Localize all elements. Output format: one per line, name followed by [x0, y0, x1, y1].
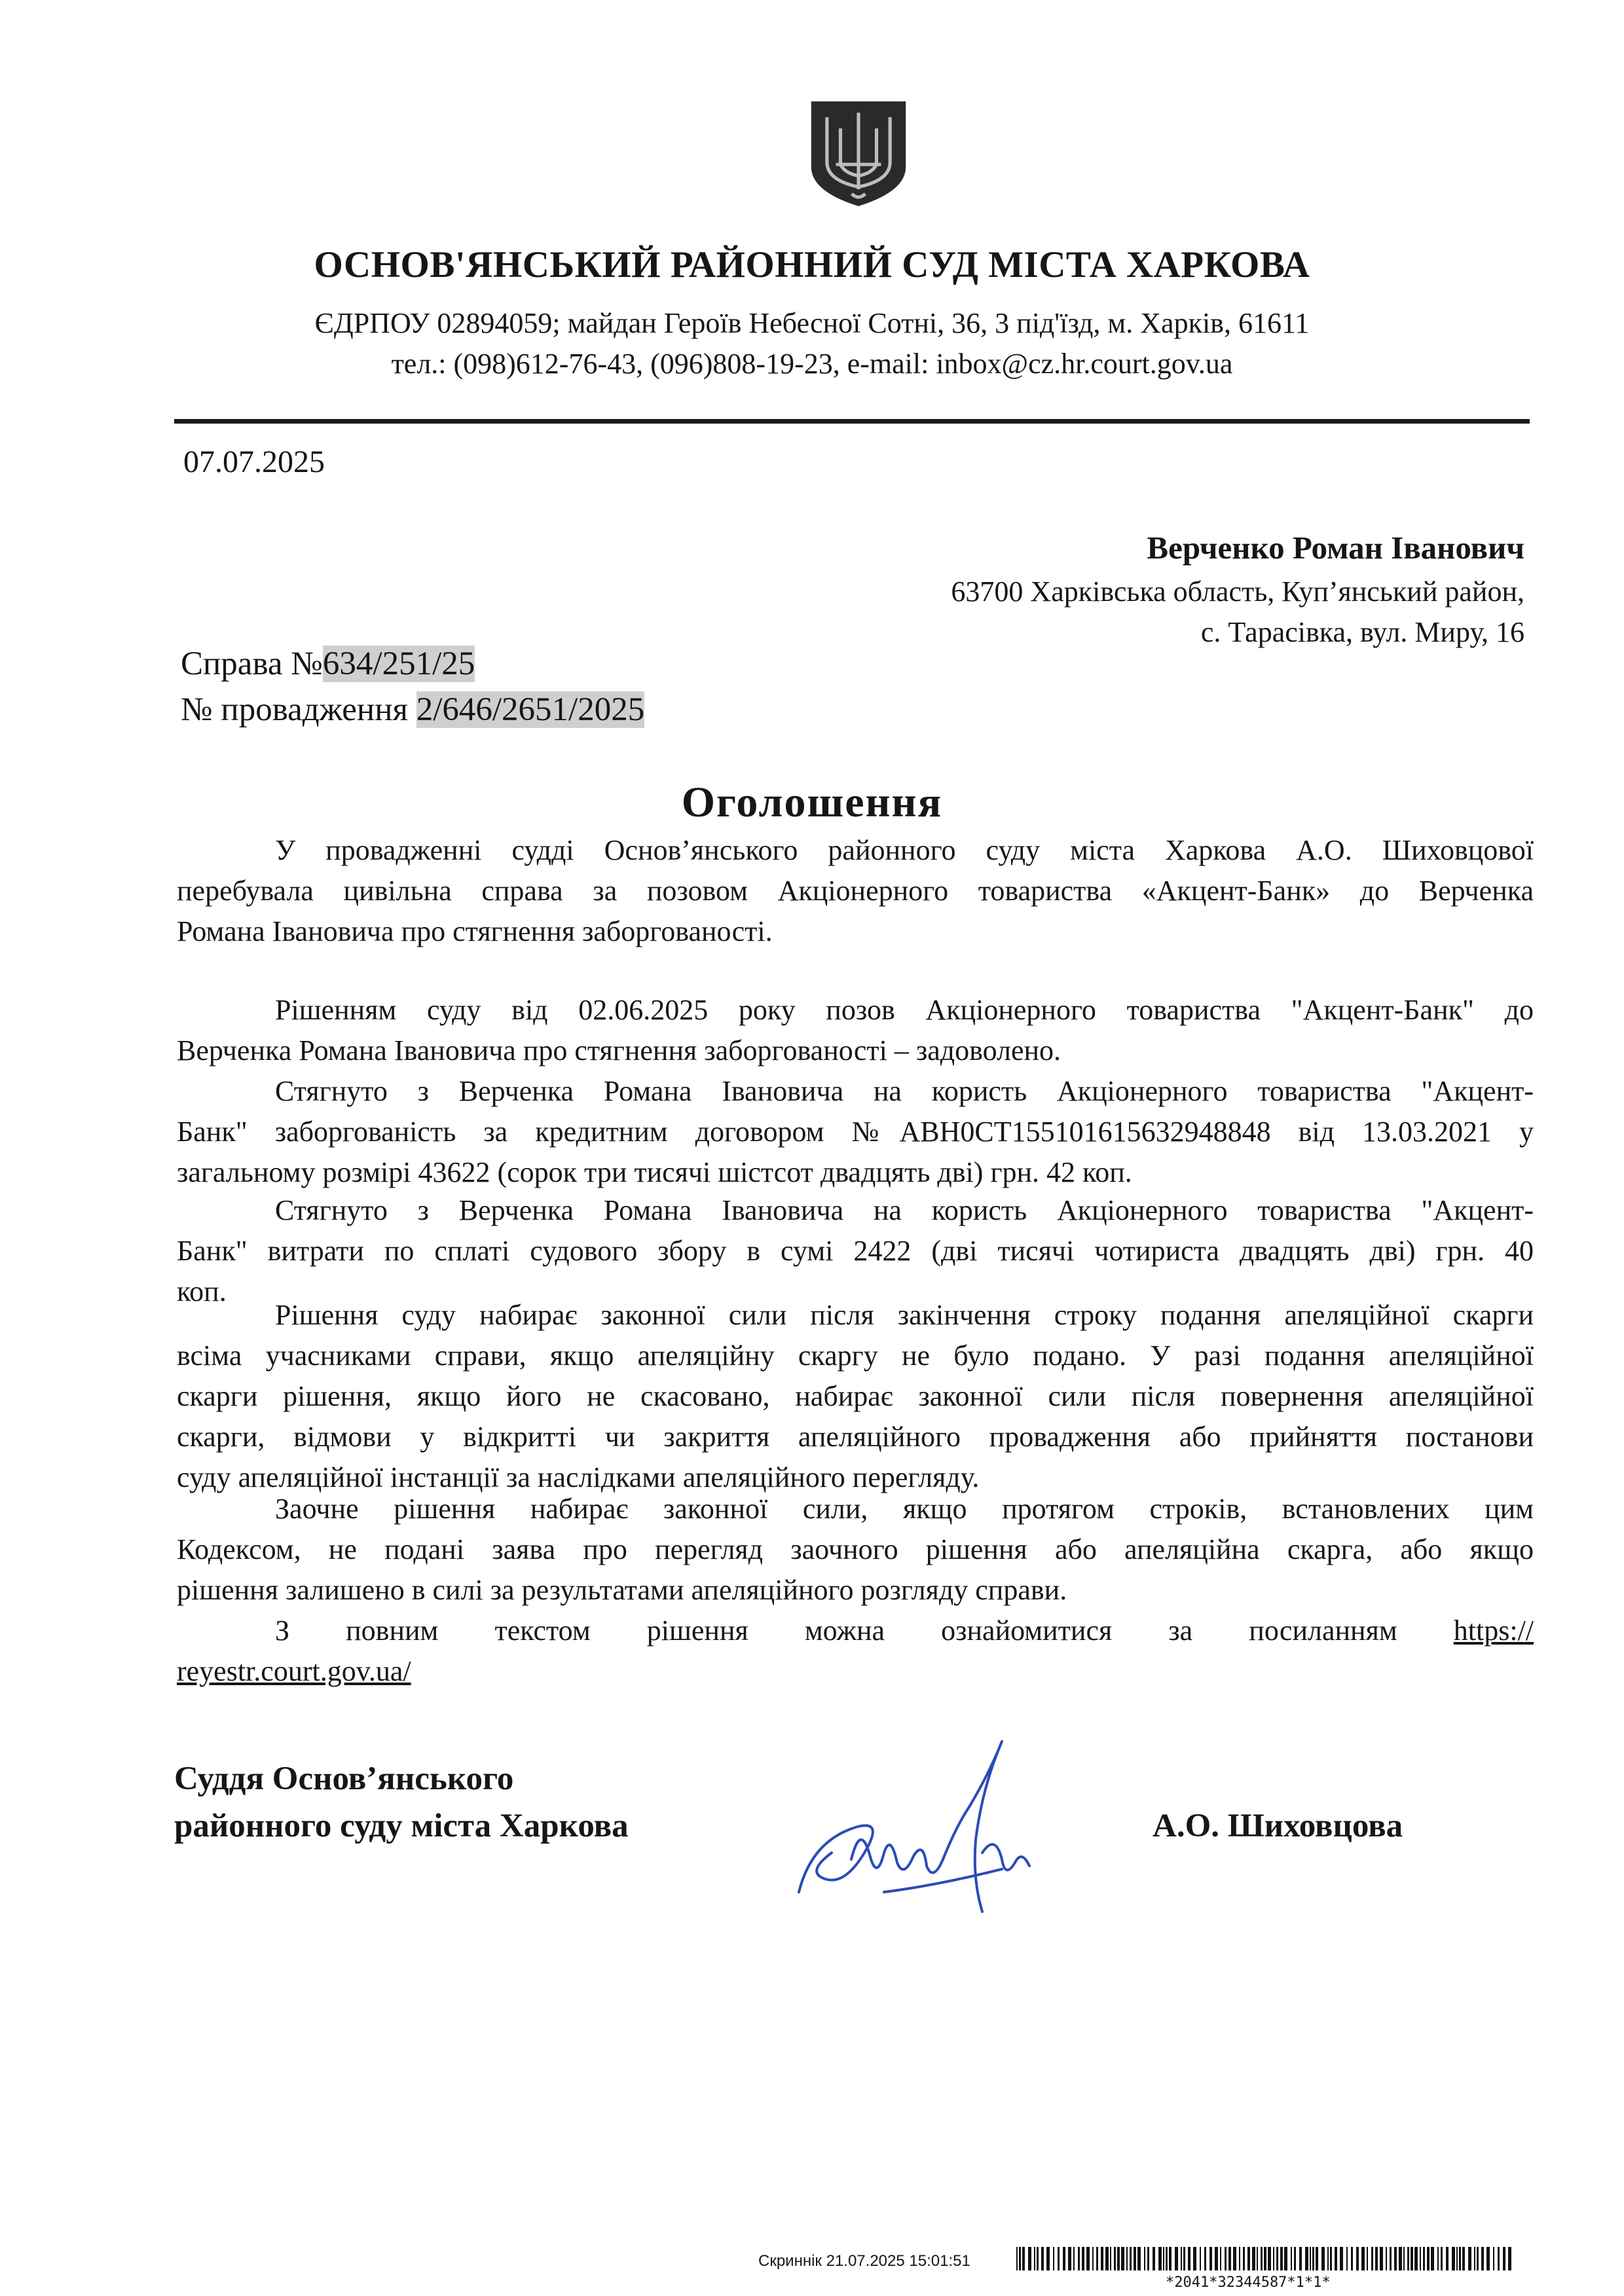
court-contact-line-2: тел.: (098)612-76-43, (096)808-19-23, e-mail: inbox@cz.hr.court.gov.ua — [391, 348, 1233, 380]
paragraph-default-judgment — [177, 1489, 1534, 1611]
paragraph-line: Верченка Романа Івановича про стягнення заборгованості – задоволено. — [177, 1034, 1061, 1066]
proceeding-number: 2/646/2651/2025 — [416, 691, 645, 728]
paragraph-decision — [177, 990, 1534, 1071]
paragraph-line: Банк" заборгованість за кредитним договором №ABH0CT155101615632948848 від 13.03.2021 у — [177, 1116, 1534, 1148]
paragraph-line — [177, 1651, 1534, 1692]
paragraph-legal-force — [177, 1295, 1534, 1498]
paragraph-line — [177, 1611, 1534, 1651]
addressee-name: Верченко Роман Іванович — [1147, 530, 1524, 566]
addressee-address-line-2: с. Тарасівка, вул. Миру, 16 — [1200, 616, 1524, 648]
paragraph-line: перебувала цивільна справа за позовом Акціонерного товариства «Акцент-Банк» до Верченка — [177, 875, 1534, 907]
document-title: Оголошення — [681, 778, 943, 826]
court-contact-line-1: ЄДРПОУ 02894059; майдан Героїв Небесної Сотні, 36, 3 під'їзд, м. Харків, 61611 — [314, 307, 1310, 339]
proceeding-number-line — [181, 691, 644, 729]
paragraph-line: Стягнуто з Верченка Романа Івановича на користь Акціонерного товариства "Акцент- — [275, 1194, 1534, 1226]
scanner-stamp-text: Скриннік 21.07.2025 15:01:51 — [758, 2252, 970, 2270]
paragraph-line: скарги рішення, якщо його не скасовано, набирає законної сили після повернення апеляційної — [177, 1380, 1534, 1412]
court-name: ОСНОВ'ЯНСЬКИЙ РАЙОННИЙ СУД МІСТА ХАРКОВА — [314, 244, 1310, 285]
judge-title-line-2: районного суду міста Харкова — [174, 1808, 629, 1844]
barcode-number: *2041*32344587*1*1* — [1166, 2274, 1331, 2291]
paragraph-line: Рішенням суду від 02.06.2025 року позов Акціонерного товариства "Акцент-Банк" до — [275, 994, 1534, 1026]
paragraph-line: Романа Івановича про стягнення заборгованості. — [177, 915, 773, 947]
proceeding-label: № провадження — [181, 691, 416, 728]
paragraph-line: Рішення суду набирає законної сили після закінчення строку подання апеляційної скарги — [275, 1299, 1534, 1331]
paragraph-line: загальному розмірі 43622 (сорок три тисячі шістсот двадцять дві) грн. 42 коп. — [177, 1156, 1132, 1188]
paragraph-line: Заочне рішення набирає законної сили, якщо протягом строків, встановлених цим — [275, 1493, 1534, 1525]
paragraph-line: рішення залишено в силі за результатами апеляційного розгляду справи. — [177, 1574, 1067, 1606]
paragraph-line: У провадженні судді Основ’янського районного суду міста Харкова А.О. Шиховцової — [275, 834, 1534, 866]
paragraph-line: Кодексом, не подані заява про перегляд заочного рішення або апеляційна скарга, або якщо — [177, 1533, 1534, 1565]
paragraph-court-fee — [177, 1190, 1534, 1312]
paragraph-line: скарги, відмови у відкритті чи закриття апеляційного провадження або прийняття постанови — [177, 1421, 1534, 1453]
paragraph-proceeding — [177, 830, 1534, 952]
paragraph-line: коп. — [177, 1275, 227, 1307]
case-label: Справа № — [181, 646, 323, 682]
handwritten-signature-icon — [786, 1728, 1087, 1925]
paragraph-line: суду апеляційної інстанції за наслідками апеляційного перегляду. — [177, 1461, 980, 1493]
case-number: 634/251/25 — [322, 646, 475, 682]
registry-link-part-1[interactable]: https:// — [1453, 1614, 1534, 1647]
paragraph-full-text-link — [177, 1611, 1534, 1692]
paragraph-line: Стягнуто з Верченка Романа Івановича на користь Акціонерного товариства "Акцент- — [275, 1075, 1534, 1107]
document-date: 07.07.2025 — [183, 445, 325, 479]
registry-link-part-2[interactable]: reyestr.court.gov.ua/ — [177, 1655, 411, 1687]
trident-emblem-icon — [800, 97, 917, 210]
paragraph-line: всіма учасниками справи, якщо апеляційну скаргу не було подано. У разі подання апеляційної — [177, 1339, 1534, 1372]
barcode-icon — [1016, 2247, 1514, 2270]
addressee-address-line-1: 63700 Харківська область, Куп’янський район, — [951, 575, 1524, 608]
judge-title-line-1: Суддя Основ’янського — [174, 1760, 514, 1797]
link-intro-text: З повним текстом рішення можна ознайомитися за посиланням — [275, 1614, 1397, 1647]
paragraph-line: Банк" витрати по сплаті судового збору в сумі 2422 (дві тисячі чотириста двадцять дві) грн. 40 — [177, 1235, 1534, 1267]
header-divider — [174, 419, 1530, 424]
paragraph-debt-recovery — [177, 1071, 1534, 1193]
judge-name: А.О. Шиховцова — [1153, 1808, 1403, 1844]
case-number-line — [181, 645, 475, 683]
